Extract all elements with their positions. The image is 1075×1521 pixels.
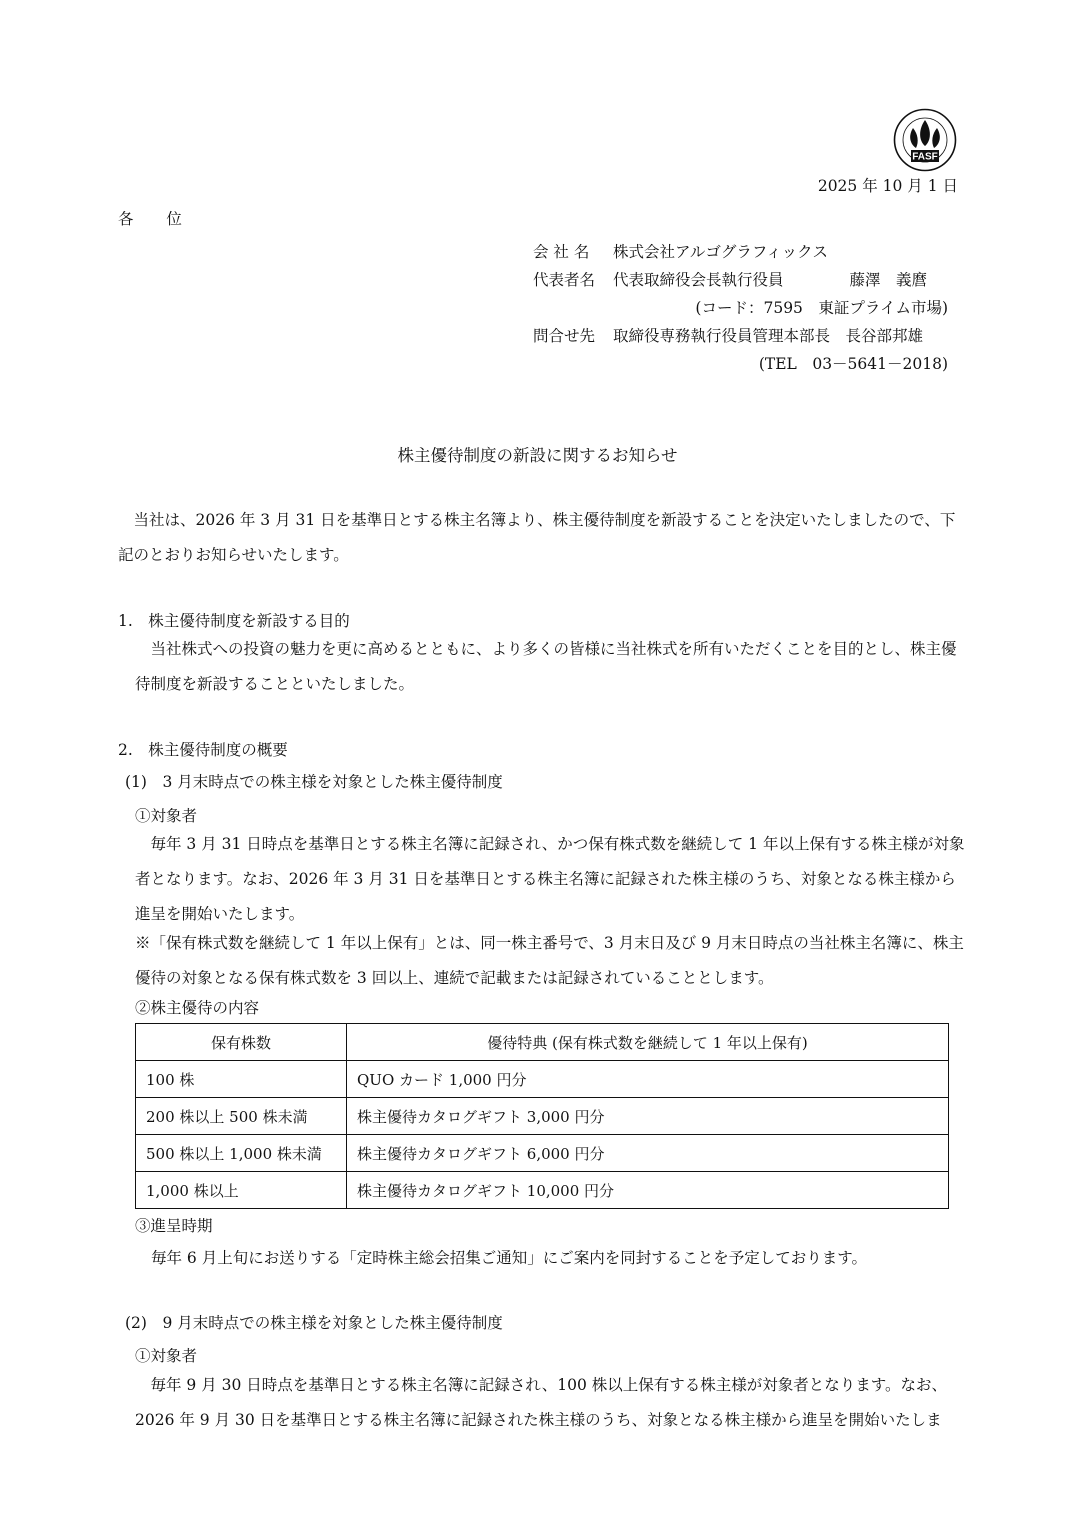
table-cell-benefit: QUO カード 1,000 円分 [347,1061,949,1098]
issue-date: 2025 年 10 月 1 日 [817,177,958,195]
representative-line [533,268,927,290]
table-header-benefit: 優待特典 (保有株式数を継続して 1 年以上保有) [347,1024,949,1061]
sub1-timing-body: 毎年 6 月上旬にお送りする「定時株主総会招集ご通知」にご案内を同封することを予定しております。 [151,1249,867,1267]
subsection2-heading: (2) 9 月末時点での株主様を対象とした株主優待制度 [125,1314,503,1332]
table-cell-shares: 1,000 株以上 [136,1172,347,1209]
contact-tel: (TEL 03－5641－2018) [758,355,948,373]
company-name: 株式会社アルゴグラフィックス [613,243,828,261]
fasf-logo [893,108,957,172]
table-cell-benefit: 株主優待カタログギフト 6,000 円分 [347,1135,949,1172]
stock-code: (コード：7595 東証プライム市場) [695,299,948,317]
sub1-timing-heading: ③進呈時期 [135,1217,213,1235]
representative-name: 藤澤 義麿 [849,271,928,289]
subsection1-heading: (1) 3 月末時点での株主様を対象とした株主優待制度 [125,773,503,791]
contact-person: 取締役専務執行役員管理本部長 長谷部邦雄 [613,327,924,345]
table-cell-benefit: 株主優待カタログギフト 10,000 円分 [347,1172,949,1209]
intro-paragraph: 当社は、2026 年 3 月 31 日を基準日とする株主名簿より、株主優待制度を新設することを決定いたしましたので、下記のとおりお知らせいたします。 [118,511,956,564]
table-header-shares: 保有株数 [136,1024,347,1061]
sub1-target-body: 毎年 3 月 31 日時点を基準日とする株主名簿に記録され、かつ保有株式数を継続して 1 年以上保有する株主様が対象者となります。なお、2026 年 3 月 31 日を基準日とする株主名簿に記録された株主様のうち、対象となる株主様から進呈を開始いたします。 [135,835,965,923]
sub1-target-heading: ①対象者 [135,807,198,825]
contact-label: 問合せ先 [533,327,596,345]
section1-heading: 1. 株主優待制度を新設する目的 [118,612,350,630]
table-row [136,1135,949,1172]
document-title: 株主優待制度の新設に関するお知らせ [397,446,678,465]
table-cell-benefit: 株主優待カタログギフト 3,000 円分 [347,1098,949,1135]
addressee: 各 位 [118,210,196,228]
contact-line [533,324,923,346]
fasf-logo-text: FASF [912,151,938,163]
representative-label: 代表者名 [533,271,596,289]
table-row [136,1061,949,1098]
section2-heading: 2. 株主優待制度の概要 [118,741,288,759]
sub2-target-body: 毎年 9 月 30 日時点を基準日とする株主名簿に記録され、100 株以上保有する株主様が対象者となります。なお、2026 年 9 月 30 日を基準日とする株主名簿に記録された株主様のうち、対象となる株主様から進呈を開始いたしま [135,1376,947,1429]
table-cell-shares: 500 株以上 1,000 株未満 [136,1135,347,1172]
representative-title: 代表取締役会長執行役員 [613,271,784,289]
sub1-content-heading: ②株主優待の内容 [135,999,260,1017]
table-cell-shares: 200 株以上 500 株未満 [136,1098,347,1135]
table-row [136,1172,949,1209]
company-name-label: 会 社 名 [533,243,590,261]
section1-body: 当社株式への投資の魅力を更に高めるとともに、より多くの皆様に当社株式を所有いただくことを目的とし、株主優待制度を新設することといたしました。 [135,640,957,693]
table-header-row [136,1024,949,1061]
sub2-target-heading: ①対象者 [135,1347,198,1365]
table-row [136,1098,949,1135]
company-name-line [533,240,828,262]
table-cell-shares: 100 株 [136,1061,347,1098]
benefits-table [135,1023,949,1209]
sub1-note: ※「保有株式数を継続して 1 年以上保有」とは、同一株主番号で、3 月末日及び 9 月末日時点の当社株主名簿に、株主優待の対象となる保有株式数を 3 回以上、連続で記載または記録されていることとします。 [135,934,964,987]
